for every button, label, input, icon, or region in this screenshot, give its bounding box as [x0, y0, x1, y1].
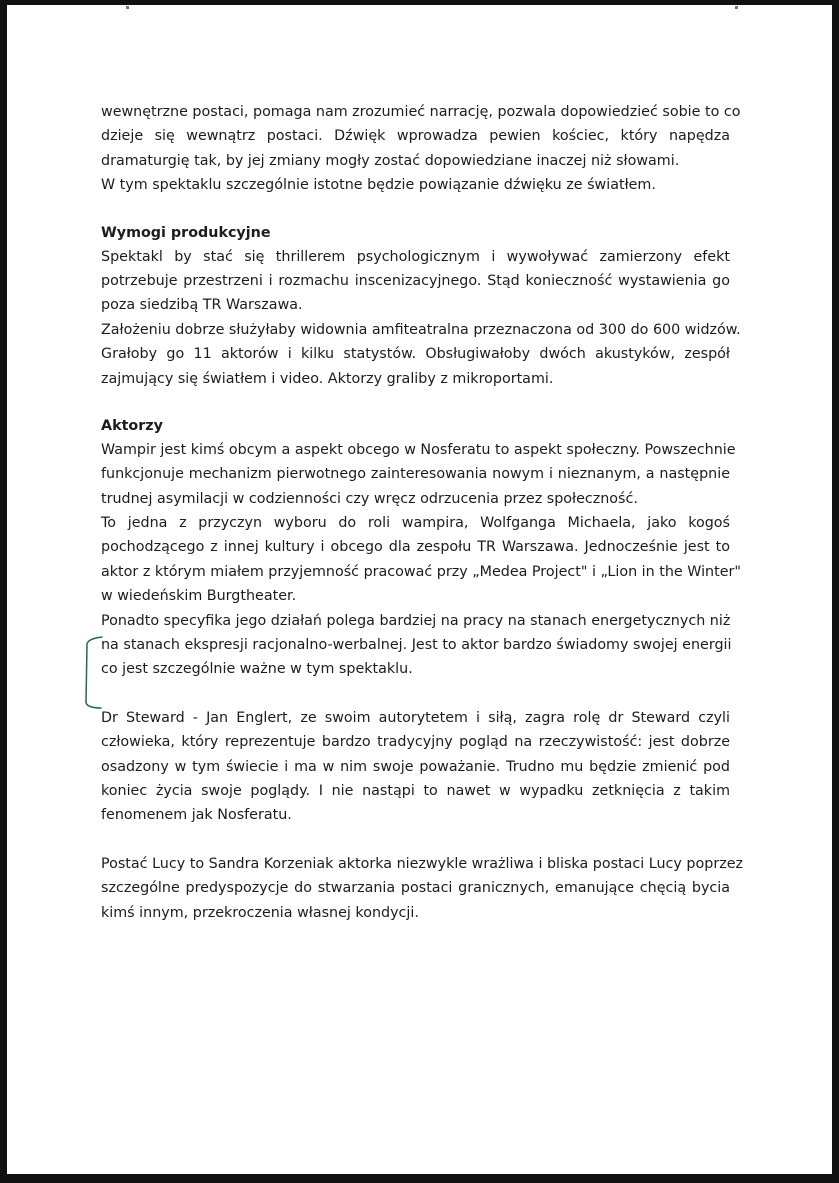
- text-line: Założeniu dobrze służyłaby widownia amfiteatralna przeznaczona od 300 do 600 widzów.: [101, 321, 741, 338]
- text-line: dzieje się wewnątrz postaci. Dźwięk wprowadza pewien kościec, który napędza: [101, 128, 730, 145]
- text-line: trudnej asymilacji w codzienności czy wręcz odrzucenia przez społeczność.: [101, 490, 638, 507]
- text-line: aktor z którym miałem przyjemność pracować przy „Medea Project" i „Lion in the Winter": [101, 563, 741, 580]
- text-line: poza siedzibą TR Warszawa.: [101, 297, 303, 314]
- section-actors: [101, 414, 743, 925]
- text-line: Dr Steward - Jan Englert, ze swoim autorytetem i siłą, zagra rolę dr Steward czyli: [101, 709, 730, 726]
- text-line: człowieka, który reprezentuje bardzo tradycyjny pogląd na rzeczywistość: jest dobrze: [101, 734, 730, 751]
- text-line: szczególne predyspozycje do stwarzania postaci granicznych, emanujące chęcią bycia: [101, 880, 730, 897]
- text-line: co jest szczególnie ważne w tym spektaklu.: [101, 661, 413, 678]
- document-body: [101, 100, 743, 925]
- text-line: fenomenem jak Nosferatu.: [101, 807, 292, 824]
- text-line: potrzebuje przestrzeni i rozmachu inscenizacyjnego. Stąd konieczność wystawienia go: [101, 272, 730, 289]
- text-line: Grałoby go 11 aktorów i kilku statystów. Obsługiwałoby dwóch akustyków, zespół: [101, 346, 730, 363]
- intro-paragraph: [101, 100, 741, 198]
- text-line: dramaturgię tak, by jej zmiany mogły zostać dopowiedziane inaczej niż słowami.: [101, 152, 680, 169]
- text-line: pochodzącego z innej kultury i obcego dla zespołu TR Warszawa. Jednocześnie jest to: [101, 539, 730, 556]
- scan-speck: [126, 6, 129, 9]
- section-heading: Wymogi produkcyjne: [101, 224, 271, 241]
- text-line: wewnętrzne postaci, pomaga nam zrozumieć narrację, pozwala dopowiedzieć sobie to co: [101, 104, 741, 120]
- text-line: Ponadto specyfika jego działań polega bardziej na pracy na stanach energetycznych niż: [101, 612, 731, 629]
- text-line: osadzony w tym świecie i ma w nim swoje poważanie. Trudno mu będzie zmienić pod: [101, 758, 730, 775]
- text-line: na stanach ekspresji racjonalno-werbalnej. Jest to aktor bardzo świadomy swojej energii: [101, 637, 732, 654]
- section-heading: Aktorzy: [101, 417, 163, 434]
- text-line: W tym spektaklu szczególnie istotne będzie powiązanie dźwięku ze światłem.: [101, 177, 656, 194]
- section-production: [101, 221, 741, 391]
- text-line: koniec życia swoje poglądy. I nie nastąpi to nawet w wypadku zetknięcia z takim: [101, 782, 730, 799]
- text-line: Wampir jest kimś obcym a aspekt obcego w Nosferatu to aspekt społeczny. Powszechnie: [101, 441, 736, 458]
- text-line: kimś innym, przekroczenia własnej kondycji.: [101, 904, 419, 921]
- text-line: Spektakl by stać się thrillerem psychologicznym i wywoływać zamierzony efekt: [101, 248, 730, 265]
- text-line: w wiedeńskim Burgtheater.: [101, 588, 297, 605]
- text-line: Postać Lucy to Sandra Korzeniak aktorka niezwykle wrażliwa i bliska postaci Lucy poprzez: [101, 855, 743, 872]
- text-line: funkcjonuje mechanizm pierwotnego zainteresowania nowym i nieznanym, a następnie: [101, 466, 730, 483]
- text-line: zajmujący się światłem i video. Aktorzy graliby z mikroportami.: [101, 370, 554, 387]
- text-line: To jedna z przyczyn wyboru do roli wampira, Wolfganga Michaela, jako kogoś: [101, 515, 730, 532]
- scan-speck: [735, 6, 738, 9]
